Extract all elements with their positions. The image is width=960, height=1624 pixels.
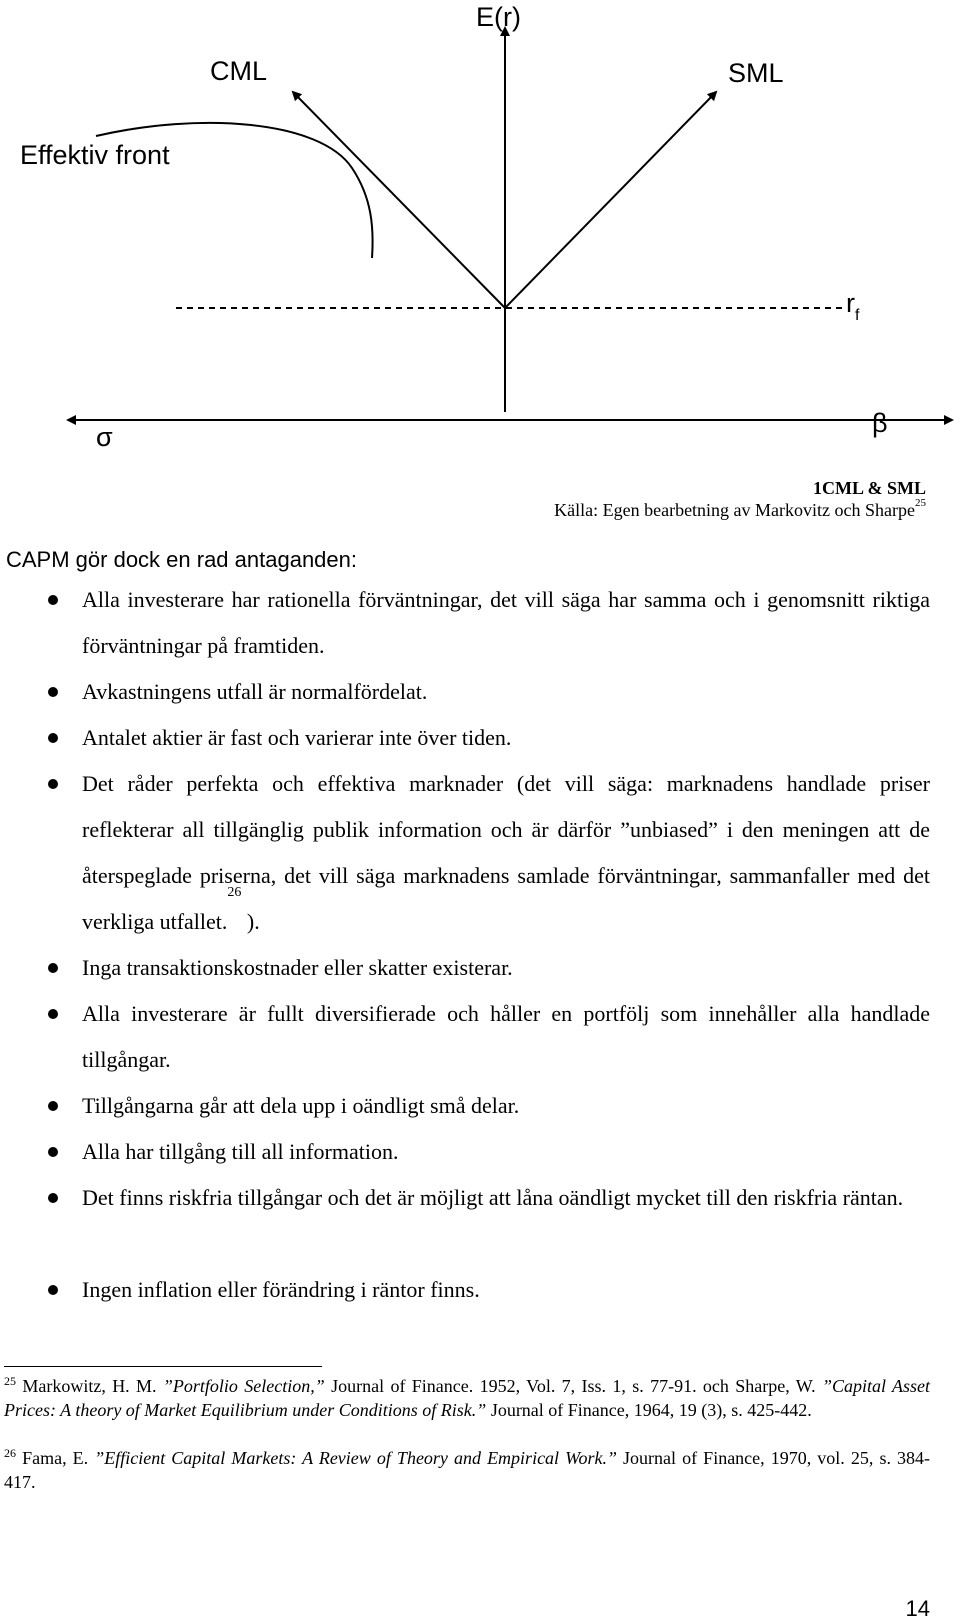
beta-label: β — [872, 408, 888, 438]
rf-subscript: f — [855, 307, 860, 324]
list-item: Avkastningens utfall är normalfördelat. — [82, 669, 930, 715]
page-number: 14 — [905, 1596, 930, 1621]
footnote-segment: Journal of Finance, 1970, vol. 25, s. 384-417. — [4, 1448, 931, 1492]
footnote-segment: Markowitz, H. M. — [22, 1376, 163, 1396]
footnote-title: ”Portfolio Selection,” — [162, 1376, 325, 1396]
list-item-tail: ). — [241, 909, 260, 934]
list-item: Alla investerare har rationella förväntningar, det vill säga har samma och i genomsnitt riktiga förväntningar på framtiden. — [82, 577, 930, 669]
efficient-frontier-label: Effektiv front — [20, 140, 170, 170]
list-item: Ingen inflation eller förändring i räntor finns. — [82, 1267, 930, 1313]
y-axis-label: E(r) — [476, 2, 521, 32]
sml-label: SML — [728, 58, 784, 88]
figure-caption-source: Källa: Egen bearbetning av Markovitz och Sharpe$^{25}$ — [554, 497, 926, 520]
footnote-number: 26 — [4, 1446, 16, 1460]
list-item: Tillgångarna går att dela upp i oändligt små delar. — [82, 1083, 930, 1129]
footnote-text — [4, 1448, 930, 1492]
list-item: Alla har tillgång till all information. — [82, 1129, 930, 1175]
footnote-segment: Journal of Finance, 1964, 19 (3), s. 425-442. — [486, 1400, 812, 1420]
rf-label: $r_f$ — [846, 288, 860, 324]
assumptions-intro: CAPM gör dock en rad antaganden: — [6, 547, 358, 572]
cml-sml-diagram — [0, 0, 960, 470]
footnote-title: ”Capital Asset Prices: A theory of Market Equilibrium under Conditions of Risk.” — [4, 1376, 931, 1420]
sigma-label: σ — [96, 422, 113, 452]
footnote-number: 25 — [4, 1374, 16, 1388]
footnote-segment: Fama, E. — [22, 1448, 95, 1468]
footnote-divider — [4, 1366, 322, 1367]
footnote-segment: Journal of Finance. 1952, Vol. 7, Iss. 1, s. 77-91. och Sharpe, W. — [324, 1376, 822, 1396]
cml-label: CML — [210, 56, 268, 86]
cml-line — [293, 92, 505, 308]
footnote-ref-25: 25 — [915, 497, 926, 509]
list-item-text: Det råder perfekta och effektiva marknader (det vill säga: marknadens handlade priser reflekterar all tillgänglig publik information och är därför ”unbiased” i den meningen att de återspeglade priserna, det vill säga marknadens samlade förväntningar, sammanfaller med det verkliga utfallet. — [82, 771, 930, 934]
list-item: Det finns riskfria tillgångar och det är möjligt att låna oändligt mycket till den riskfria räntan. — [82, 1175, 930, 1221]
sml-line — [505, 92, 716, 308]
footnote-ref-26: 26 — [227, 885, 242, 900]
list-item: Alla investerare är fullt diversifierade och håller en portfölj som innehåller alla handlade tillgångar. — [82, 991, 930, 1083]
list-item: Antalet aktier är fast och varierar inte över tiden. — [82, 715, 930, 761]
figure-caption-title: 1CML & SML — [812, 478, 926, 498]
list-item: Inga transaktionskostnader eller skatter existerar. — [82, 945, 930, 991]
footnote-25 — [4, 1374, 930, 1422]
footnote-26 — [4, 1446, 930, 1494]
footnote-title: ”Efficient Capital Markets: A Review of Theory and Empirical Work.” — [94, 1448, 617, 1468]
list-item — [82, 761, 930, 945]
footnote-text — [4, 1376, 930, 1420]
